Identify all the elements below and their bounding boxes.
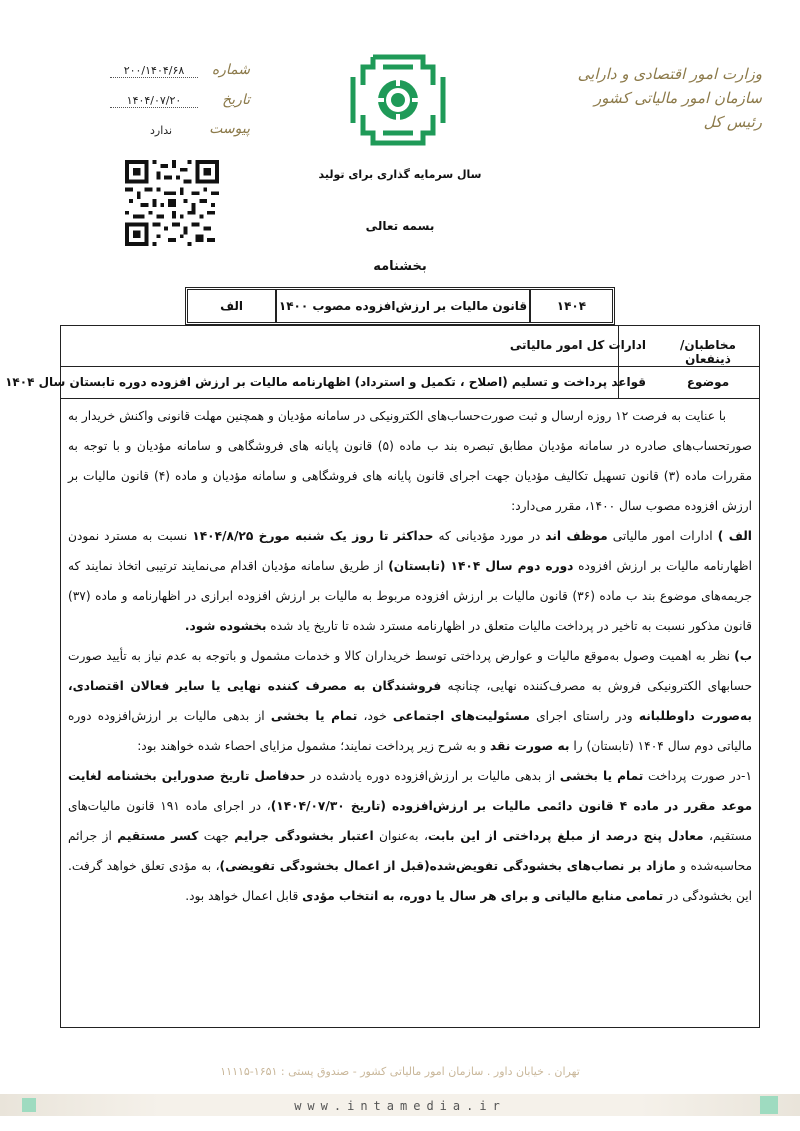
reference-code: الف [220, 299, 244, 313]
attachment-value: ندارد [150, 124, 173, 137]
date-label: تاریخ [222, 92, 250, 108]
attachment-label: پیوست [209, 121, 250, 137]
clause-a-label: الف ) [717, 529, 752, 543]
clause-a: الف ) ادارات امور مالیاتی موظف اند در مورد مؤدیانی که حداکثر تا روز یک شنبه مورخ ۱۴۰۴/۸/۲۵ نسبت به مسترد نمودن اظهارنامه مالیات بر ارزش افزوده دوره دوم سال ۱۴۰۴ (تابستان) از طریق سامانه مؤدیان اقدام می‌نمایند ترتیبی اتخاذ نمایند که جریمه‌های موضوع بند ب ماده (۳۶) قانون مالیات بر ارزش افزوده مربوط به مالیات بر ارزش افزوده ابرازی در اظهارنامه و ماده (۳۷) قانون مذکور نسبت به تاخیر در پرداخت مالیات متعلق در اظهارنامه مسترد شده تا تاریخ یاد شده بخشوده شود. [68, 529, 752, 633]
reference-year: ۱۴۰۴ [529, 290, 612, 322]
intro-paragraph: با عنایت به فرصت ۱۲ روزه ارسال و ثبت صورت‌حساب‌های الکترونیکی در سامانه مؤدیان و همچنین مهلت قانونی واکنش خریدار به صورتحساب‌های صادره در سامانه مؤدیان مطابق تبصره بند ب ماده (۵) قانون پایانه های فروشگاهی و سامانه مؤدیان و با توجه به مقررات ماده (۳) قانون تسهیل تکالیف مؤدیان جهت اجرای قانون پایانه های فروشگاهی و سامانه مؤدیان و ماده (۴) قانون مالیات بر ارزش افزوده مصوب سال ۱۴۰۰، مقرر می‌دارد: [68, 409, 752, 513]
clause-b-label: ب) [734, 649, 752, 663]
ministry-name: وزارت امور اقتصادی و دارایی [577, 65, 762, 83]
clause-b: ب) نظر به اهمیت وصول به‌موقع مالیات و عوارض پرداختی توسط خریداران کالا و خدمات مشمول و باتوجه به عدم نیاز به تأیید صورت حسابهای الکترونیکی فروش به مصرف‌کننده نهایی، چنانچه فروشندگان به مصرف کننده نهایی یا سایر فعالان اقتصادی، به‌صورت داوطلبانه ودر راستای اجرای مسئولیت‌های اجتماعی خود، تمام یا بخشی از بدهی مالیات بر ارزش‌افزوده دوره مالیاتی دوم سال ۱۴۰۴ (تابستان) را به صورت نقد و به شرح زیر پرداخت نمایند؛ مشمول مزایای احصاء شده خواهند بود: [68, 649, 753, 753]
letter-date [110, 92, 250, 114]
number-value: ۲۰۰/۱۴۰۴/۶۸ [110, 64, 198, 78]
qr-code [124, 160, 220, 246]
organization-header [562, 62, 762, 134]
subject-label: موضوع [686, 375, 730, 389]
number-label: شماره [211, 62, 250, 78]
tax-organization-logo [345, 45, 451, 155]
year-slogan: سال سرمایه گذاری برای تولید [318, 168, 482, 181]
subject-value: قواعد پرداخت و تسلیم (اصلاح ، تکمیل و استرداد) اظهارنامه مالیات بر ارزش افزوده دوره تابستان سال ۱۴۰۴ [5, 375, 646, 389]
reference-law: قانون مالیات بر ارزش‌افزوده مصوب ۱۴۰۰ [275, 290, 529, 322]
addressees-row [60, 325, 760, 367]
date-value: ۱۴۰۴/۰۷/۲۰ [110, 94, 198, 108]
organization-name: سازمان امور مالیاتی کشور [594, 89, 762, 107]
letter-number [110, 62, 250, 84]
reference-table [185, 287, 615, 325]
document-type: بخشنامه [373, 259, 427, 274]
footer-website: www.intamedia.ir [294, 1099, 506, 1113]
addressees-value: ادارات کل امور مالیاتی [509, 338, 646, 352]
clause-1: ۱-در صورت پرداخت تمام یا بخشی از بدهی مالیات بر ارزش‌افزوده دوره یادشده در حدفاصل تاریخ صدوراین بخشنامه لغایت موعد مقرر در ماده ۴ قانون دائمی مالیات بر ارزش‌افزوده (تاریخ ۱۴۰۴/۰۷/۳۰)، در اجرای ماده ۱۹۱ قانون مالیات‌های مستقیم، معادل پنج درصد از مبلغ پرداختی از این بابت، به‌عنوان اعتبار بخشودگی جرایم جهت کسر مستقیم از جرائم محاسبه‌شده و مازاد بر نصاب‌های بخشودگی تفویض‌شده(قبل از اعمال بخشودگی تفویضی)، به مؤدی تعلق خواهد گرفت. این بخشودگی در تمامی منابع مالیاتی و برای هر سال یا دوره، به انتخاب مؤدی قابل اعمال خواهد بود. [68, 769, 752, 903]
footer-address: تهران . خیابان داور . سازمان امور مالیاتی کشور - صندوق پستی : ۱۶۵۱-۱۱۱۱۵ [220, 1065, 580, 1078]
letter-attachment [110, 121, 250, 143]
bismillah: بسمه تعالی [365, 219, 435, 233]
addressees-label: مخاطبان/ ذینفعان [680, 338, 736, 366]
footer-corner-left [22, 1098, 36, 1112]
footer-corner-right [760, 1096, 778, 1114]
circular-body [68, 401, 752, 911]
office-title: رئیس کل [703, 113, 762, 131]
